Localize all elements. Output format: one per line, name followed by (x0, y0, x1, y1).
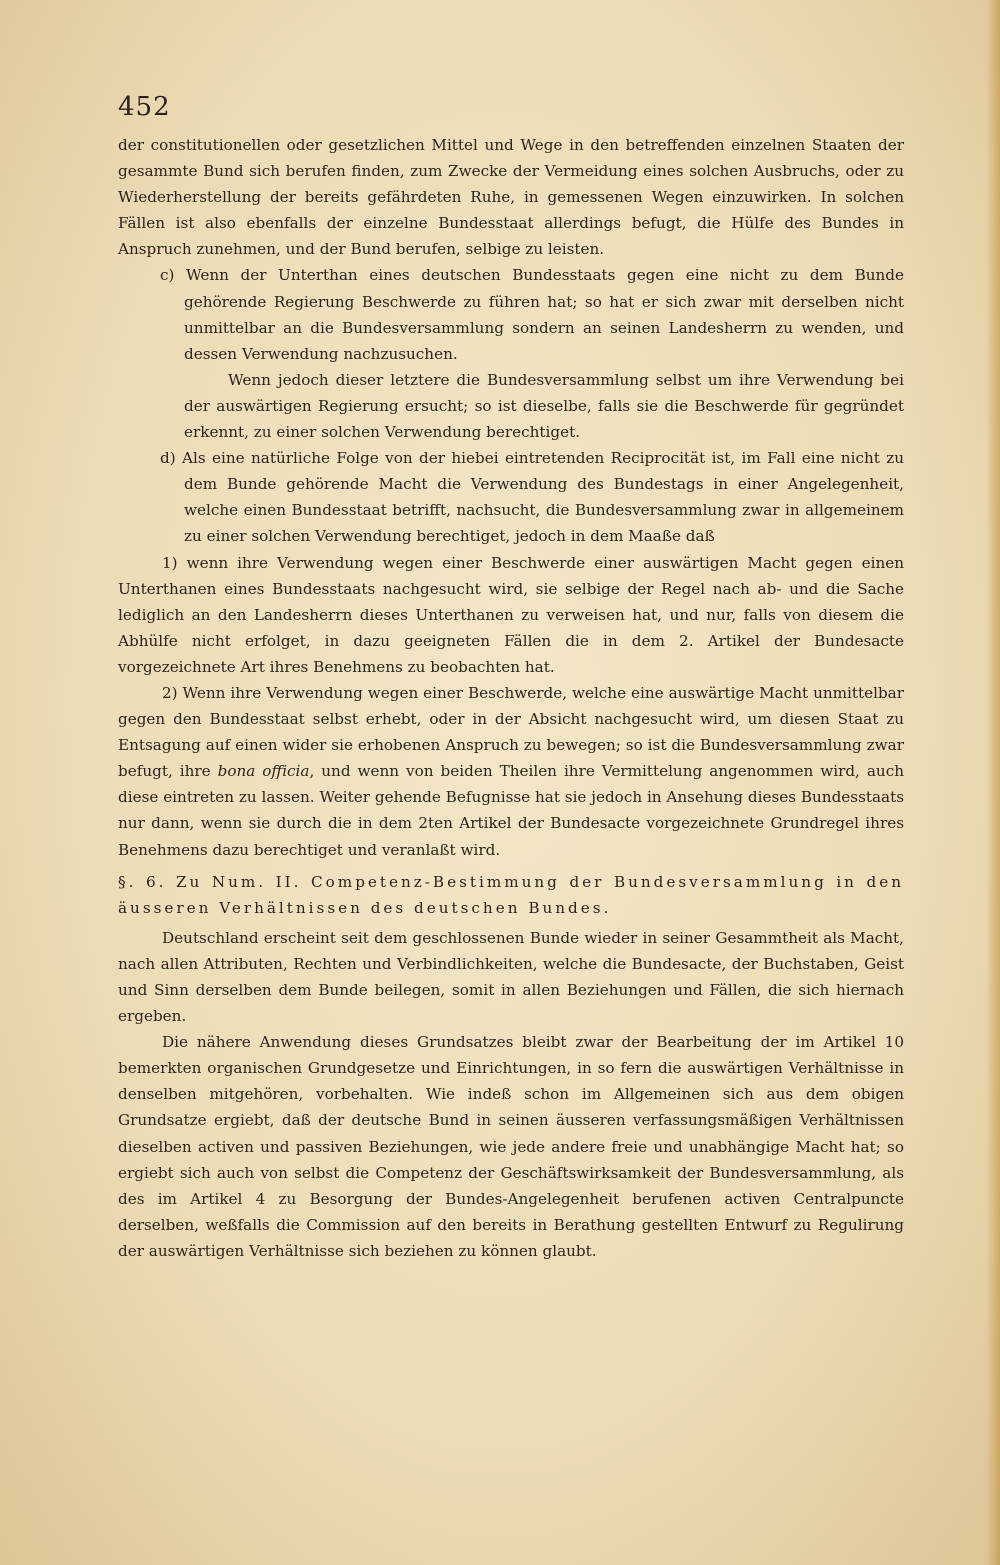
page-text (118, 132, 904, 1264)
latin-phrase: bona officia (217, 762, 310, 781)
item-c-paragraph-2: Wenn jedoch dieser letztere die Bundesversammlung selbst um ihre Verwendung bei der auswärtigen Regierung ersucht; so ist dieselbe, falls sie die Beschwerde für gegründet erkennt, zu einer solchen Verwendung berechtiget. (184, 370, 904, 442)
item-c-paragraph-1: Wenn der Unterthan eines deutschen Bundesstaats gegen eine nicht zu dem Bunde gehörende Regierung Beschwerde zu führen hat; so hat er sich zwar mit derselben nicht unmittelbar an die Bundesversammlung sondern an seinen Landesherrn zu wenden, und dessen Verwendung nachzusuchen. (184, 266, 905, 363)
item-d (118, 445, 904, 863)
item-d-paragraph-1: Als eine natürliche Folge von der hiebei eintretenden Reciprocität ist, im Fall eine nicht zu dem Bunde gehörende Macht die Verwendung des Bundestags in einer Angelegenheit, welche einen Bundesstaat betrifft, nachsucht, die Bundesversammlung zwar in allgemeinem zu einer solchen Verwendung berechtiget, jedoch in dem Maaße daß (182, 449, 904, 546)
item-c-marker: c) (160, 266, 175, 285)
item-c (118, 262, 904, 445)
item-d-subitem-1: 1) wenn ihre Verwendung wegen einer Beschwerde einer auswärtigen Macht gegen einen Unterthanen eines Bundesstaats nachgesucht wird, sie selbige der Regel nach ab- und die Sache lediglich an den Landesherrn dieses Unterthanen zu verweisen hat, und nur, falls von diesem die Abhülfe nicht erfolget, in dazu geeigneten Fällen die in dem 2. Artikel der Bundesacte vorgezeichnete Art ihres Benehmens zu beobachten hat. (118, 553, 904, 676)
item-d-subitem-2: 2) Wenn ihre Verwendung wegen einer Beschwerde, welche eine auswärtige Macht unmittelbar gegen den Bundesstaat selbst erhebt, oder in der Absicht nachgesucht wird, um diesen Staat zu Entsagung auf einen wider sie erhobenen Anspruch zu bewegen; so ist die Bundesversammlung zwar befugt, ihre bona officia, und wenn von beiden Theilen ihre Vermittelung angenommen wird, auch diese eintreten zu lassen. Weiter gehende Befugnisse hat sie jedoch in Ansehung dieses Bundesstaats nur dann, wenn sie durch die in dem 2ten Artikel der Bundesacte vorgezeichnete Grundregel ihres Benehmens dazu berechtiget und veranlaßt wird. (118, 683, 904, 859)
item-d-subitems (118, 550, 904, 863)
section-6-paragraph-2: Die nähere Anwendung dieses Grundsatzes bleibt zwar der Bearbeitung der im Artikel 10 bemerkten organischen Grundgesetze und Einrichtungen, in so fern die auswärtigen Verhältnisse in denselben mitgehören, vorbehalten. Wie indeß schon im Allgemeinen sich aus dem obigen Grundsatze ergiebt, daß der deutsche Bund in seinen äusseren verfassungsmäßigen Verhältnissen dieselben activen und passiven Beziehungen, wie jede andere freie und unabhängige Macht hat; so ergiebt sich auch von selbst die Competenz der Geschäftswirksamkeit der Bundesversammlung, als des im Artikel 4 zu Besorgung der Bundes-Angelegenheit berufenen activen Centralpuncte derselben, weßfalls die Commission auf den bereits in Berathung gestellten Entwurf zu Regulirung der auswärtigen Verhältnisse sich beziehen zu können glaubt. (118, 1033, 904, 1260)
section-6-heading: §. 6. Zu Num. II. Competenz-Bestimmung der Bundesversammlung in den äusseren Verhältnissen des deutschen Bundes. (118, 872, 904, 917)
intro-paragraph: der constitutionellen oder gesetzlichen Mittel und Wege in den betreffenden einzelnen Staaten der gesammte Bund sich berufen finden, zum Zwecke der Vermeidung eines solchen Ausbruchs, oder zu Wiederherstellung der bereits gefährdeten Ruhe, in gemessenen Wegen einzuwirken. In solchen Fällen ist also ebenfalls der einzelne Bundesstaat allerdings befugt, die Hülfe des Bundes in Anspruch zunehmen, und der Bund berufen, selbige zu leisten. (118, 136, 904, 259)
page-number: 452 (118, 92, 171, 122)
item-d-marker: d) (160, 449, 176, 468)
section-6 (118, 869, 904, 1264)
section-6-paragraph-1: Deutschland erscheint seit dem geschlossenen Bunde wieder in seiner Gesammtheit als Macht, nach allen Attributen, Rechten und Verbindlichkeiten, welche die Bundesacte, der Buchstaben, Geist und Sinn derselben dem Bunde beilegen, somit in allen Beziehungen und Fällen, die sich hiernach ergeben. (118, 928, 904, 1026)
page-edge-shading (986, 0, 1000, 1565)
